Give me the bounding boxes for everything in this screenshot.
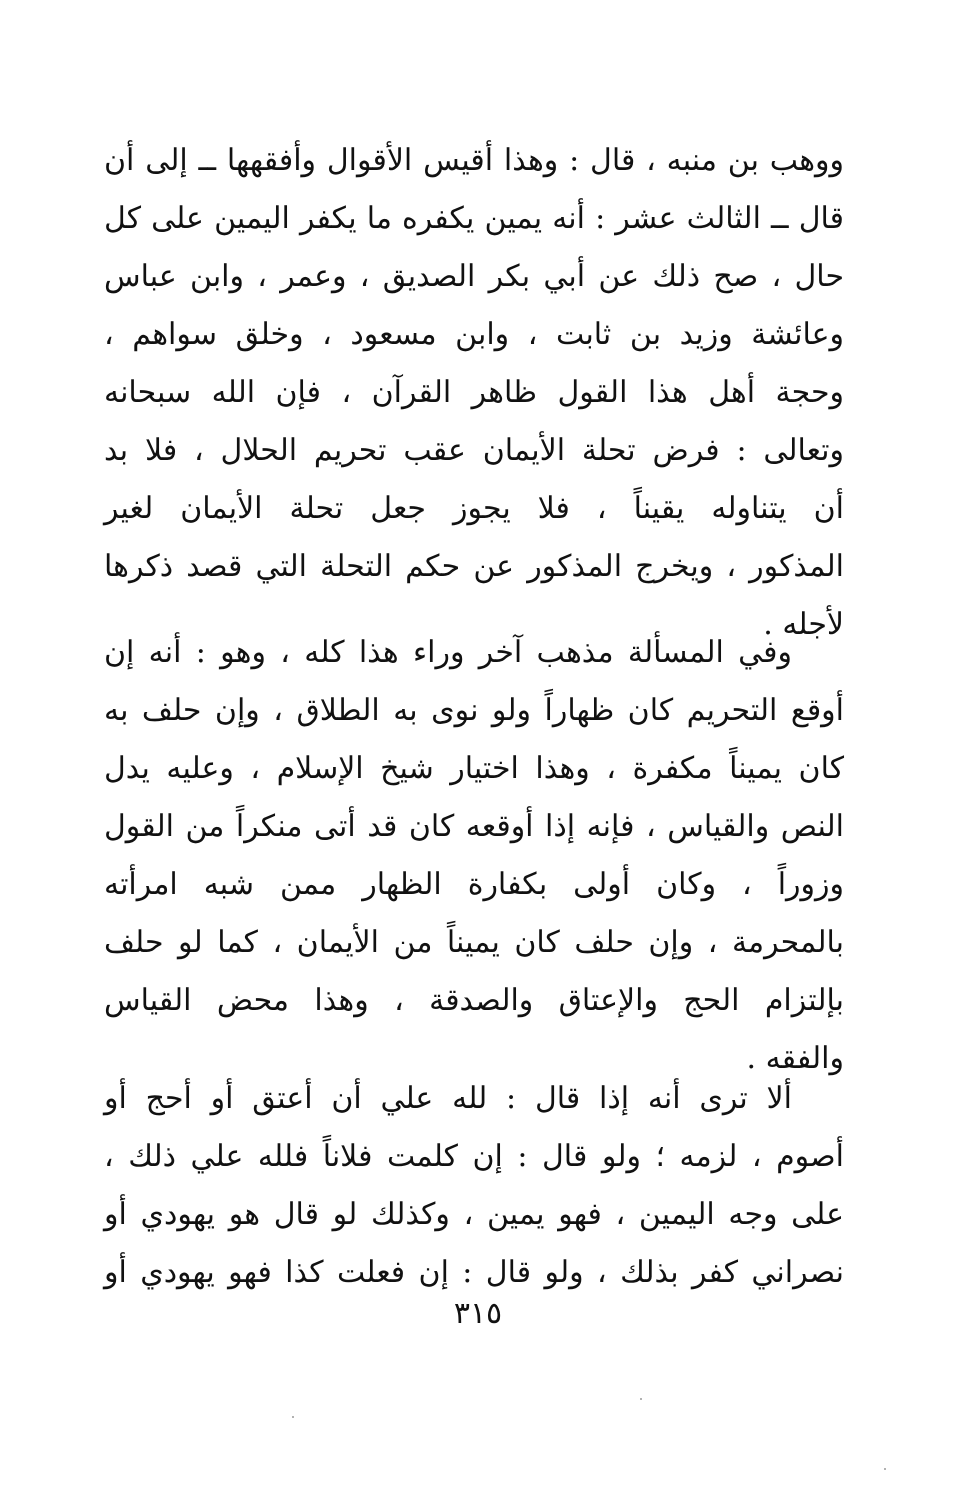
text-line: وحجة أهل هذا القول ظاهر القرآن ، فإن الله سبحانه [104,375,844,410]
text-line: وفي المسألة مذهب آخر وراء هذا كله ، وهو : أنه إن [104,635,792,670]
text-line: قال ــ الثالث عشر : أنه يمين يكفره ما يكفر اليمين على كل [104,201,844,236]
text-line: وزوراً ، وكان أولى بكفارة الظهار ممن شبه امرأته [104,867,844,902]
text-line: النص والقياس ، فإنه إذا أوقعه كان قد أتى منكراً من القول [104,809,844,844]
text-line: وعائشة وزيد بن ثابت ، وابن مسعود ، وخلق سواهم ، [104,317,844,352]
text-line: لأجله . [763,607,844,642]
text-line: ووهب بن منبه ، قال : وهذا أقيس الأقوال وأفقهها ــ إلى أن [104,143,844,178]
text-line: كان يميناً مكفرة ، وهذا اختيار شيخ الإسلام ، وعليه يدل [104,751,844,786]
text-line: ألا ترى أنه إذا قال : لله علي أن أعتق أو أحج أو [104,1081,792,1116]
text-line: المذكور ، ويخرج المذكور عن حكم التحلة التي قصد ذكرها [104,549,844,584]
text-line: بالمحرمة ، وإن حلف كان يميناً من الأيمان ، كما لو حلف [104,925,844,960]
text-line: بإلتزام الحج والإعتاق والصدقة ، وهذا محض القياس [104,983,844,1018]
text-line: أصوم ، لزمه ؛ ولو قال : إن كلمت فلاناً فلله علي ذلك ، [104,1139,844,1174]
text-line: حال ، صح ذلك عن أبي بكر الصديق ، وعمر ، وابن عباس [104,259,844,294]
scan-speck [292,1416,294,1418]
text-line: على وجه اليمين ، فهو يمين ، وكذلك لو قال هو يهودي أو [104,1197,844,1232]
text-line: وتعالى : فرض تحلة الأيمان عقب تحريم الحلال ، فلا بد [104,433,844,468]
text-line: نصراني كفر بذلك ، ولو قال : إن فعلت كذا فهو يهودي أو [104,1255,844,1290]
text-line: أن يتناوله يقيناً ، فلا يجوز جعل تحلة الأيمان لغير [104,491,845,526]
scan-speck [884,1468,886,1470]
text-line: أوقع التحريم كان ظهاراً ولو نوى به الطلاق ، وإن حلف به [104,693,844,728]
scan-speck [640,1398,642,1400]
paragraph-1 [104,132,844,654]
paragraph-3 [104,1070,844,1302]
page-number: ٣١٥ [453,1296,503,1331]
paragraph-2 [104,624,844,1088]
text-line: والفقه . [746,1041,844,1076]
